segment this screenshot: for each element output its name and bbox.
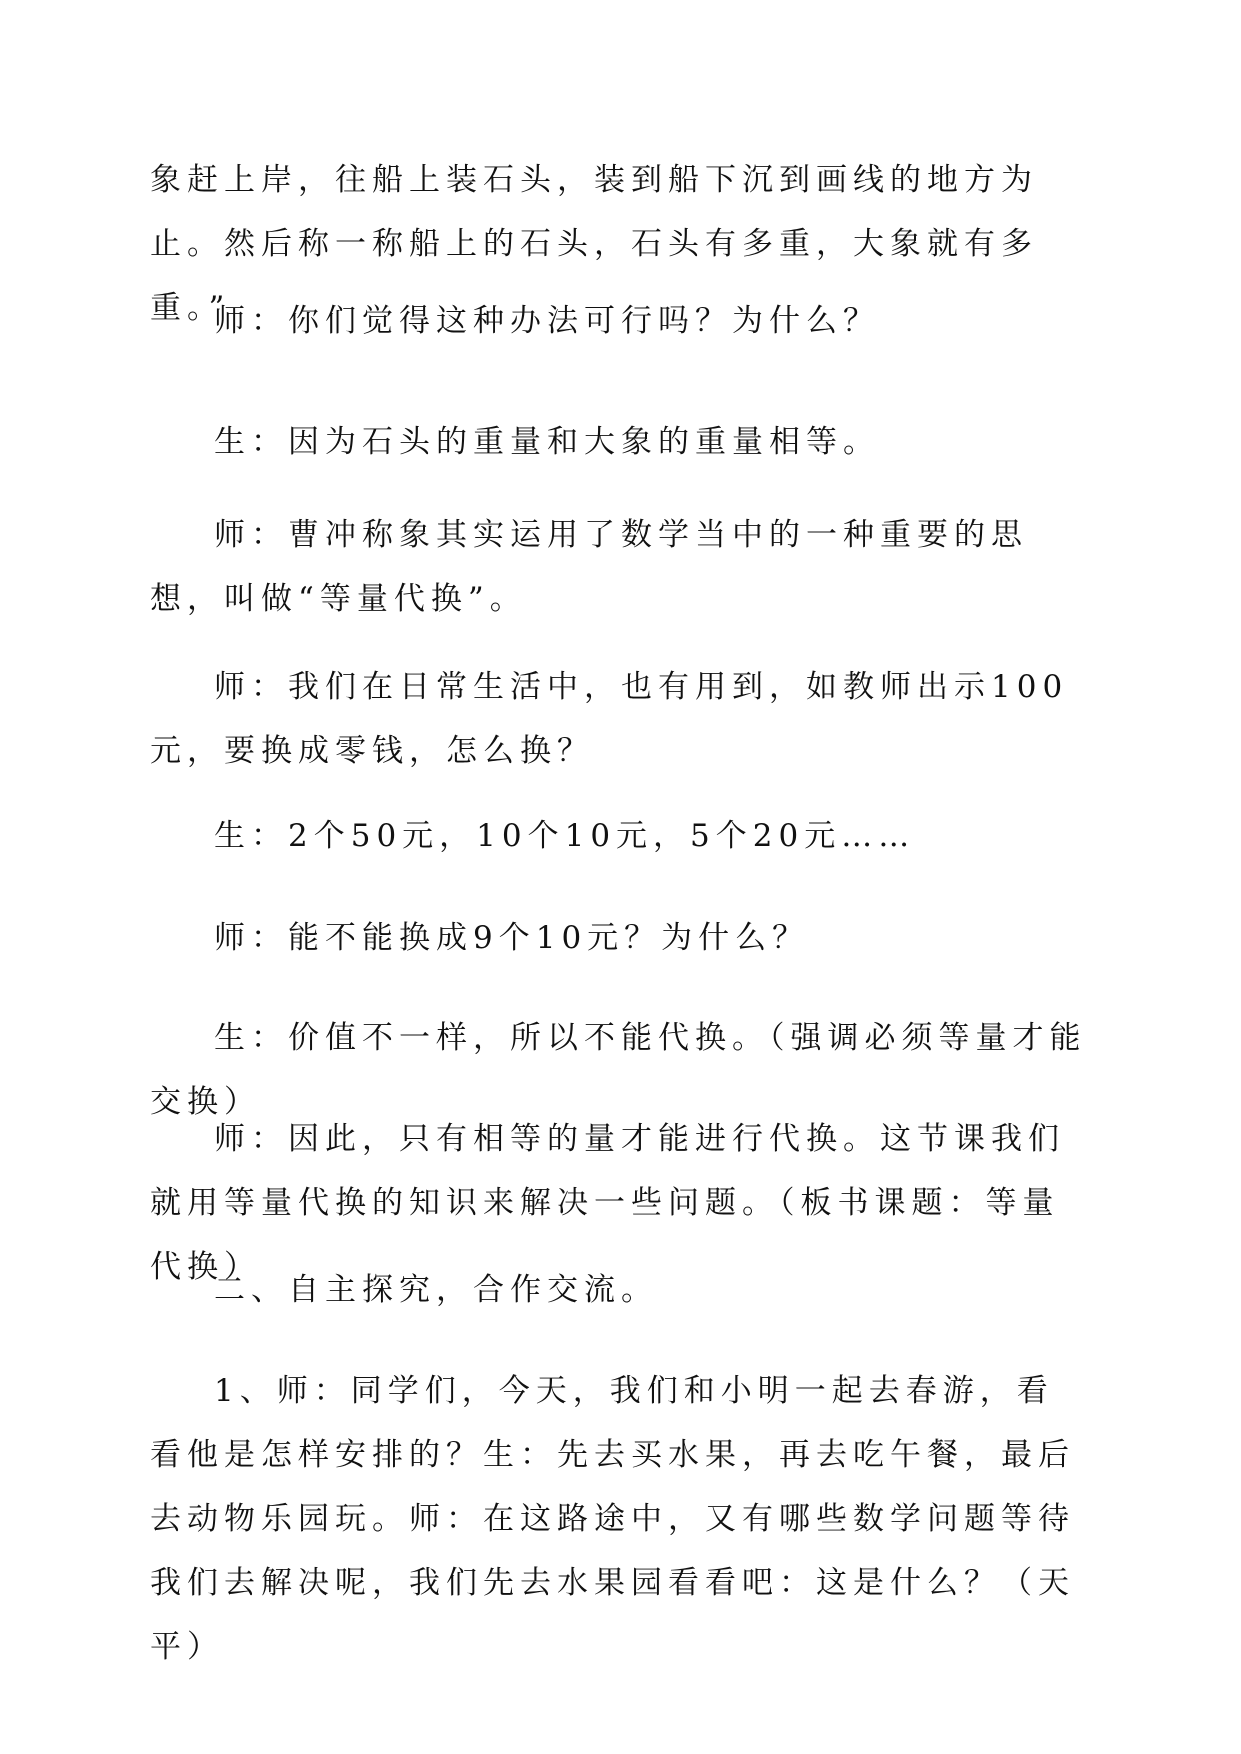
paragraph-10: 二、自主探究，合作交流。 xyxy=(214,1272,658,1308)
paragraph-5: 师：我们在日常生活中，也有用到，如教师出示100元，要换成零钱，怎么换？ xyxy=(150,669,1069,769)
paragraph-2: 师：你们觉得这种办法可行吗？为什么？ xyxy=(214,303,880,339)
paragraph-4: 师：曹冲称象其实运用了数学当中的一种重要的思想，叫做“等量代换”。 xyxy=(150,517,1028,617)
paragraph-3: 生：因为石头的重量和大象的重量相等。 xyxy=(214,424,880,460)
paragraph-1: 象赶上岸，往船上装石头，装到船下沉到画线的地方为止。然后称一称船上的石头，石头有多重，大象就有多重。” xyxy=(150,162,1038,326)
paragraph-11: 1、师：同学们，今天，我们和小明一起去春游，看看他是怎样安排的？生：先去买水果，再去吃午餐，最后去动物乐园玩。师：在这路途中，又有哪些数学问题等待我们去解决呢，我们先去水果园看看吧：这是什么？（天平） xyxy=(150,1373,1075,1665)
paragraph-8: 生：价值不一样，所以不能代换。（强调必须等量才能交换） xyxy=(150,1020,1087,1120)
paragraph-9: 师：因此，只有相等的量才能进行代换。这节课我们就用等量代换的知识来解决一些问题。（板书课题：等量代换） xyxy=(150,1121,1065,1285)
paragraph-6: 生：2个50元，10个10元，5个20元…… xyxy=(214,818,916,854)
paragraph-7: 师：能不能换成9个10元？为什么？ xyxy=(214,920,810,956)
